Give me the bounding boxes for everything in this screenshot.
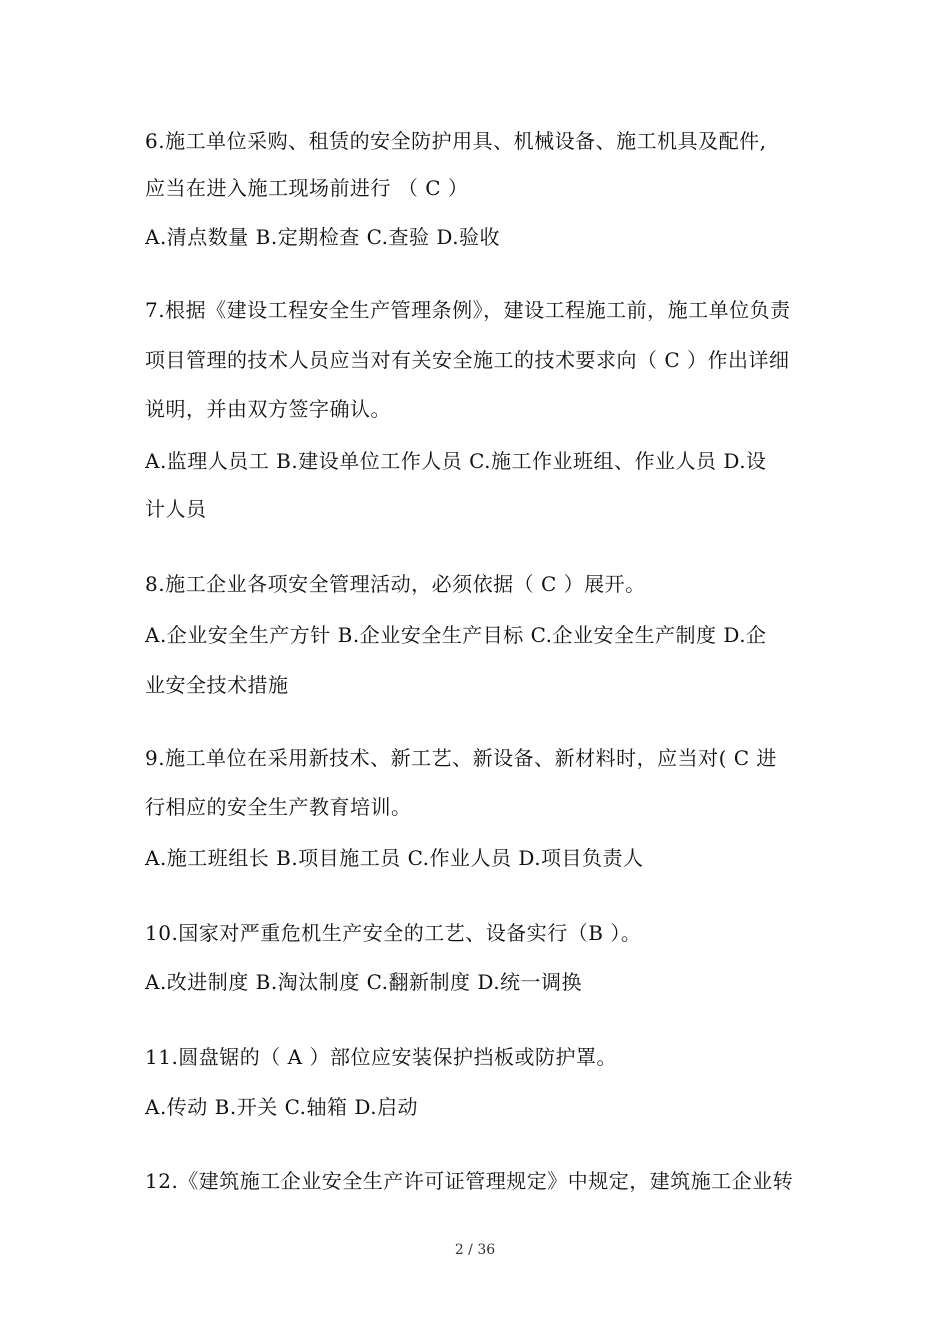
question-7-line-3: 说明，并由双方签字确认。 bbox=[145, 397, 391, 421]
question-9-options-line-1: A.施工班组长 B.项目施工员 C.作业人员 D.项目负责人 bbox=[145, 846, 644, 870]
question-6-line-2: 应当在进入施工现场前进行 （ C ） bbox=[145, 176, 469, 200]
page-indicator: 2 / 36 bbox=[454, 1242, 496, 1258]
question-7-line-2: 项目管理的技术人员应当对有关安全施工的技术要求向（ C ）作出详细 bbox=[145, 348, 790, 372]
question-6-options-line-1: A.清点数量 B.定期检查 C.查验 D.验收 bbox=[145, 225, 501, 249]
question-10-options-line-1: A.改进制度 B.淘汰制度 C.翻新制度 D.统一调换 bbox=[145, 970, 583, 994]
question-7-options-line-2: 计人员 bbox=[145, 497, 207, 521]
question-8-options-line-2: 业安全技术措施 bbox=[145, 673, 289, 697]
question-8-options-line-1: A.企业安全生产方针 B.企业安全生产目标 C.企业安全生产制度 D.企 bbox=[145, 623, 767, 647]
question-9-line-1: 9.施工单位在采用新技术、新工艺、新设备、新材料时，应当对( C 进 bbox=[145, 746, 777, 770]
question-7-line-1: 7.根据《建设工程安全生产管理条例》，建设工程施工前，施工单位负责 bbox=[145, 298, 791, 322]
question-11-options-line-1: A.传动 B.开关 C.轴箱 D.启动 bbox=[145, 1095, 419, 1119]
question-11-line-1: 11.圆盘锯的（ A ）部位应安装保护挡板或防护罩。 bbox=[145, 1045, 617, 1069]
question-10-line-1: 10.国家对严重危机生产安全的工艺、设备实行（B ）。 bbox=[145, 921, 642, 945]
question-7-options-line-1: A.监理人员工 B.建设单位工作人员 C.施工作业班组、作业人员 D.设 bbox=[145, 449, 767, 473]
question-9-line-2: 行相应的安全生产教育培训。 bbox=[145, 795, 412, 819]
question-12-line-1: 12.《建筑施工企业安全生产许可证管理规定》中规定，建筑施工企业转 bbox=[145, 1169, 794, 1193]
question-8-line-1: 8.施工企业各项安全管理活动，必须依据（ C ）展开。 bbox=[145, 572, 646, 596]
question-6-line-1: 6.施工单位采购、租赁的安全防护用具、机械设备、施工机具及配件, bbox=[145, 129, 767, 153]
